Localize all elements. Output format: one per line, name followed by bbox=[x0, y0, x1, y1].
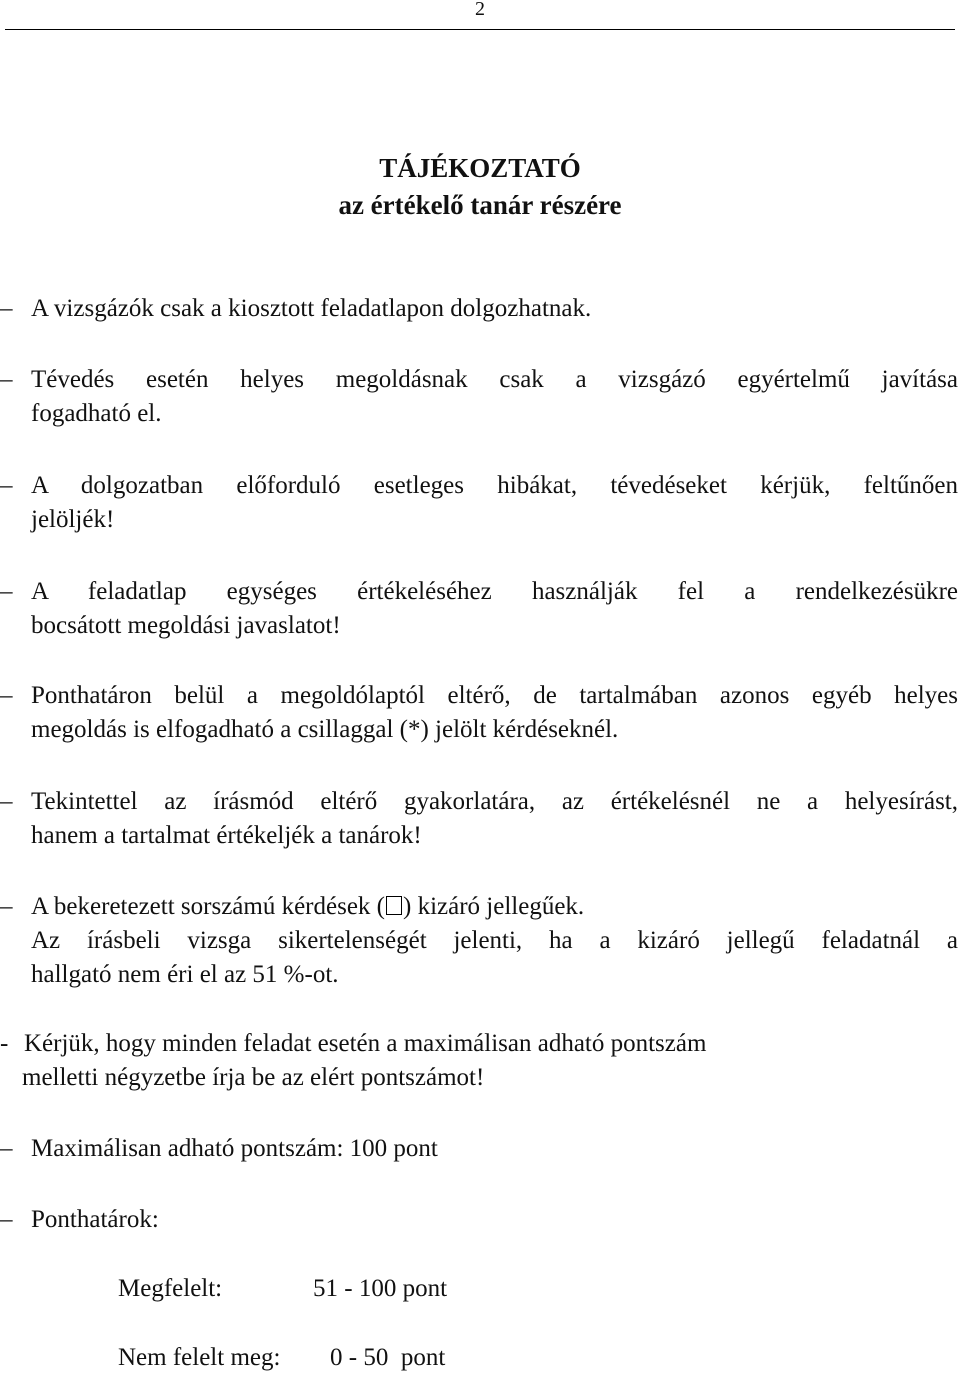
item-text bbox=[31, 890, 958, 924]
item-text: Ponthatáron belül a megoldólaptól eltérő, de tartalmában azonos egyéb helyes bbox=[31, 682, 958, 709]
list-item bbox=[0, 1132, 958, 1166]
threshold-label: Nem felelt meg: bbox=[118, 1344, 281, 1371]
threshold-value: 0 - 50 pont bbox=[330, 1344, 446, 1371]
item-text: megoldás is elfogadható a csillaggal (*) jelölt kérdéseknél. bbox=[31, 716, 619, 743]
page-number: 2 bbox=[475, 0, 485, 20]
item-text: Ponthatárok: bbox=[31, 1206, 159, 1233]
boxed-number-icon bbox=[386, 896, 402, 915]
item-text: Az írásbeli vizsga sikertelenségét jelenti, ha a kizáró jellegű feladatnál a bbox=[31, 927, 958, 954]
threshold-value: 51 - 100 pont bbox=[313, 1275, 448, 1302]
list-item bbox=[0, 575, 958, 643]
list-item bbox=[0, 363, 958, 431]
title-line-2: az értékelő tanár részére bbox=[338, 190, 622, 220]
page-title bbox=[0, 150, 960, 224]
list-item bbox=[0, 292, 958, 326]
item-text: hanem a tartalmat értékeljék a tanárok! bbox=[31, 822, 422, 849]
dash-bullet: – bbox=[0, 578, 13, 605]
list-item bbox=[0, 785, 958, 853]
dash-bullet: – bbox=[0, 1135, 13, 1162]
item-text: Kérjük, hogy minden feladat esetén a maximálisan adható pontszám bbox=[24, 1030, 707, 1057]
item-text: fogadható el. bbox=[31, 400, 162, 427]
item-text: Maximálisan adható pontszám: 100 pont bbox=[31, 1135, 438, 1162]
item-text: Tekintettel az írásmód eltérő gyakorlatára, az értékelésnél ne a helyesírást, bbox=[31, 788, 958, 815]
list-item bbox=[0, 890, 958, 992]
item-text-part: A bekeretezett sorszámú kérdések ( bbox=[31, 893, 386, 920]
list-item bbox=[0, 1027, 958, 1095]
dash-bullet: – bbox=[0, 1206, 13, 1233]
item-text: A vizsgázók csak a kiosztott feladatlapon dolgozhatnak. bbox=[31, 295, 592, 322]
dash-bullet: – bbox=[0, 295, 13, 322]
item-text: jelöljék! bbox=[31, 506, 115, 533]
item-text: hallgató nem éri el az 51 %-ot. bbox=[31, 961, 339, 988]
item-text: A feladatlap egységes értékeléséhez használják fel a rendelkezésükre bbox=[31, 578, 958, 605]
dash-bullet: – bbox=[0, 893, 13, 920]
threshold-label: Megfelelt: bbox=[118, 1275, 223, 1302]
dash-bullet: – bbox=[0, 788, 13, 815]
item-text-part: ) kizáró jellegűek. bbox=[403, 893, 585, 920]
dash-bullet: – bbox=[0, 366, 13, 393]
item-text: A dolgozatban előforduló esetleges hibákat, tévedéseket kérjük, feltűnően bbox=[31, 472, 958, 499]
item-text: Tévedés esetén helyes megoldásnak csak a vizsgázó egyértelmű javítása bbox=[31, 366, 958, 393]
item-text: bocsátott megoldási javaslatot! bbox=[31, 612, 341, 639]
dash-bullet: – bbox=[0, 472, 13, 499]
hyphen-bullet: - bbox=[0, 1030, 9, 1057]
dash-bullet: – bbox=[0, 682, 13, 709]
title-line-1: TÁJÉKOZTATÓ bbox=[379, 153, 581, 183]
list-item bbox=[0, 679, 958, 747]
header-rule bbox=[5, 29, 955, 30]
item-text: melletti négyzetbe írja be az elért pontszámot! bbox=[22, 1064, 485, 1091]
list-item bbox=[0, 469, 958, 537]
list-item bbox=[0, 1203, 958, 1237]
